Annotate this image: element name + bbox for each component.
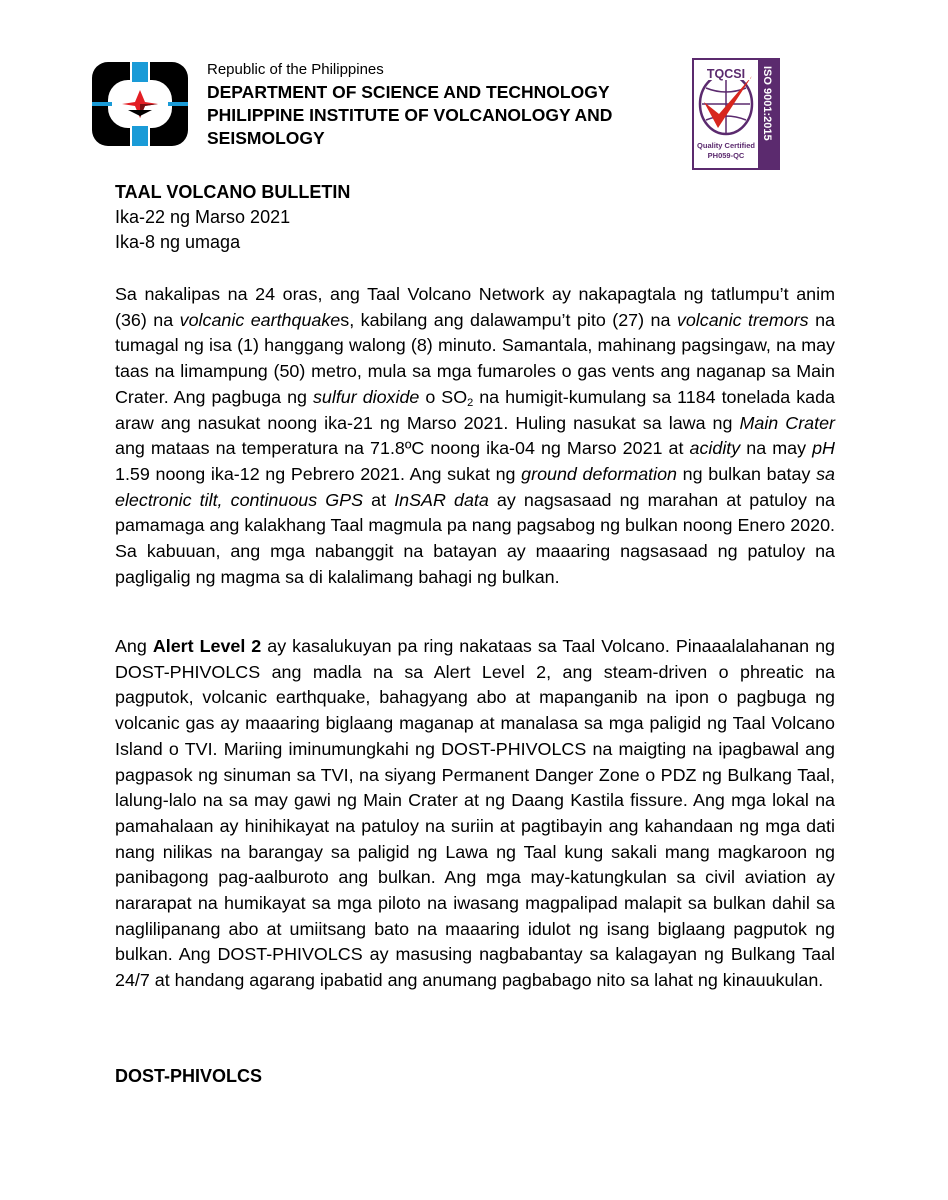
cert-brand-text: TQCSI bbox=[706, 67, 746, 81]
advisory-paragraph bbox=[115, 634, 835, 994]
italic-term: pH bbox=[812, 438, 835, 459]
italic-term: ground deformation bbox=[521, 463, 678, 484]
text-run: at bbox=[363, 489, 395, 510]
bulletin-title: TAAL VOLCANO BULLETIN bbox=[115, 182, 351, 202]
italic-term: sa electronic tilt, continuous GPS bbox=[115, 463, 835, 510]
text-run: s, kabilang ang dalawampu’t pito (27) na bbox=[340, 309, 677, 330]
text-run: Sa nakalipas na 24 oras, ang Taal Volcano Network ay nakapagtala ng tatlumpu’t anim (36) na bbox=[115, 284, 835, 330]
bulletin-date: Ika-22 ng Marso 2021 bbox=[115, 207, 291, 227]
bulletin-time: Ika-8 ng umaga bbox=[115, 232, 241, 252]
institute-name-line1: PHILIPPINE INSTITUTE OF VOLCANOLOGY AND bbox=[207, 105, 613, 125]
text-run: ng bulkan batay bbox=[677, 463, 817, 484]
subscript: 2 bbox=[467, 396, 474, 409]
department-name: DEPARTMENT OF SCIENCE AND TECHNOLOGY bbox=[207, 82, 610, 102]
observation-paragraph bbox=[115, 282, 835, 590]
italic-term: volcanic earthquake bbox=[179, 309, 341, 330]
italic-term: sulfur dioxide bbox=[312, 386, 420, 407]
institute-name-line2: SEISMOLOGY bbox=[207, 128, 325, 148]
italic-term: InSAR data bbox=[394, 489, 489, 510]
tqcsi-iso-certification-icon bbox=[692, 58, 780, 170]
signature: DOST-PHIVOLCS bbox=[115, 1066, 263, 1086]
text-run: 1.59 noong ika-12 ng Pebrero 2021. Ang sukat ng bbox=[115, 463, 522, 484]
republic-label: Republic of the Philippines bbox=[207, 61, 384, 78]
italic-term: Main Crater bbox=[739, 412, 835, 433]
text-run: o SO bbox=[419, 386, 468, 407]
dost-logo-icon bbox=[90, 60, 190, 148]
text-run: ay nagsasaad ng marahan at patuloy na pamamaga ang kalakhang Taal magmula pa nang pagsabog ng bulkan noong Enero 2020. Sa kabuuan, ang mga nabanggit na batayan ay maaaring nagsasaad ng patuloy na pagligalig ng magma sa di kalalimang bahagi ng bulkan. bbox=[115, 489, 835, 587]
text-run: Ang bbox=[115, 636, 153, 656]
italic-term: acidity bbox=[689, 438, 741, 459]
cert-side-text: ISO 9001:2015 bbox=[761, 66, 773, 141]
cert-label-text: Quality Certified bbox=[697, 141, 755, 150]
text-run: ay kasalukuyan pa ring nakataas sa Taal Volcano. Pinaaalalahanan ng DOST-PHIVOLCS ang madla na sa Alert Level 2, ang steam-driven o phreatic na pagputok, volcanic earthquake, bahagyang abo at mapanganib na ipon o pagbuga ng volcanic gas ay maaaring biglaang maganap at manalasa sa mga paligid ng Taal Volcano Island o TVI. Mariing iminumungkahi ng DOST-PHIVOLCS na maigting na ipagbawal ang pagpasok ng sinuman sa TVI, na siyang Permanent Danger Zone o PDZ ng Bulkang Taal, lalung-lalo na sa may gawi ng Main Crater at ng Daang Kastila fissure. Ang mga lokal na pamahalaan ay hinihikayat na patuloy na suriin at pagtibayin ang kahandaan ng mga dati nang nilikas na barangay sa paligid ng Lawa ng Taal kung sakali mang magkaroon ng panibagong pag-aalburoto ang bulkan. Ang mga may-katungkulan sa civil aviation ay nararapat na humikayat sa mga piloto na iwasang magpalipad malapit sa bulkan dahil sa naglilipanang abo at umiitsang bato na maaaring idulot ng isang biglaang pagputok ng bulkan. Ang DOST-PHIVOLCS ay masusing nagbabantay sa kalagayan ng Bulkang Taal 24/7 at handang agarang ipabatid ang anumang pagbabago nito sa lahat ng kinauukulan. bbox=[115, 636, 836, 991]
agency-header bbox=[207, 60, 687, 149]
bulletin-heading bbox=[115, 180, 835, 255]
italic-term: volcanic tremors bbox=[676, 309, 809, 330]
text-run: ang mataas na temperatura na 71.8ºC noong ika-04 ng Marso 2021 at bbox=[115, 438, 690, 459]
alert-level-label: Alert Level 2 bbox=[152, 636, 262, 656]
cert-code-text: PH059-QC bbox=[707, 151, 745, 160]
text-run: na tumagal ng isa (1) hanggang walong (8) minuto. Samantala, mahinang pagsingaw, na may taas na limampung (50) metro, mula sa mga fumaroles o gas vents ang naganap sa Main Crater. Ang pagbuga ng bbox=[115, 309, 835, 407]
text-run: na may bbox=[740, 438, 813, 459]
text-run: na humigit-kumulang sa 1184 tonelada kada araw ang nasukat noong ika-21 ng Marso 2021. Huling nasukat sa lawa ng bbox=[115, 386, 835, 433]
